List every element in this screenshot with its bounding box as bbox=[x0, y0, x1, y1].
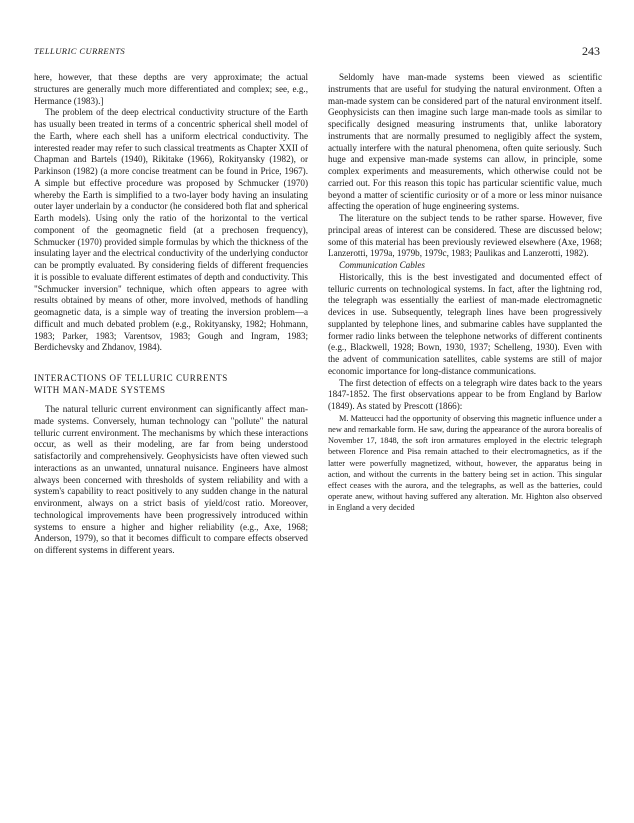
paragraph: Seldomly have man-made systems been viewed as scientific instruments that are useful for studying the natural environment. Often a man-made system can be considered part of the natural environment itself. Geophysicists can then imagine such large man-made tools as similar to specifically designed measuring instruments that, unlike laboratory instruments that are normally presumed to negligibly affect the system, actually interfere with the natural phenomena, often quite seriously. Such huge and expensive man-made systems can allow, in principle, some complex experiments and measurements, which otherwise could not be carried out. For this reason this topic has particular scientific value, much beyond a matter of scientific curiosity or of a more or less minor nuisance affecting the operation of huge engineering systems. bbox=[328, 72, 602, 212]
left-column bbox=[34, 72, 308, 557]
paragraph: here, however, that these depths are very approximate; the actual structures are generally much more differentiated and complex; see, e.g., Hermance (1983).] bbox=[34, 72, 308, 106]
page-number: 243 bbox=[582, 44, 600, 58]
running-title: TELLURIC CURRENTS bbox=[34, 46, 126, 56]
paragraph: The literature on the subject tends to be rather sparse. However, five principal areas of interest can be considered. These are discussed below; some of this material has been previously reviewed elsewhere (Axe, 1968; Lanzerotti, 1979a, 1979b, 1979c, 1983; Paulikas and Lanzerotti, 1982). bbox=[328, 213, 602, 259]
block-quote: M. Matteucci had the opportunity of observing this magnetic influence under a new and remarkable form. He saw, during the appearance of the aurora borealis of November 17, 1848, the soft iron armatures employed in the electric telegraph between Florence and Pisa remain attached to their electromagnetics, as if the latter were powerfully magnetized, without, however, the apparatus being in action, and without the currents in the battery being set in action. This singular effect ceases with the aurora, and the telegraphs, as well as the batteries, could operate anew, without having suffered any alteration. Mr. Highton also observed in England a very decided bbox=[328, 413, 602, 513]
section-heading bbox=[34, 373, 308, 396]
paragraph: The first detection of effects on a telegraph wire dates back to the years 1847-1852. The first observations appear to be from England by Barlow (1849). As stated by Prescott (1866): bbox=[328, 377, 602, 411]
paragraph: The problem of the deep electrical conductivity structure of the Earth has usually been treated in terms of a concentric spherical shell model of the Earth, where each shell has a uniform electrical conductivity. The interested reader may refer to such classical treatments as Chapter XXII of Chapman and Bartels (1940), Rikitake (1966), Rokityansky (1982), or Parkinson (1982) (a more concise treatment can be found in Price, 1967). A simple but effective procedure was proposed by Schmucker (1970) whereby the Earth is simplified to a two-layer body having an insulating outer layer underlain by a conductor (he considered both flat and spherical Earth models). Using only the ratio of the horizontal to the vertical component of the geomagnetic field (at a prechosen frequency), Schmucker (1970) provided simple formulas by which the thickness of the insulating layer and the electrical conductivity of the underlying conductor can be promptly evaluated. By considering fields of different frequencies it is possible to evaluate different estimates of depth and conductivity. This "Schmucker inversion" technique, which often appears to agree with results obtained by means of other, more involved, methods of handling geomagnetic data, is a simple way of treating the inversion problem—a difficult and much debated problem (e.g., Rokityansky, 1982; Hohmann, 1983; Parker, 1983; Varentsov, 1983; Gough and Ingram, 1983; Berdichevsky and Zhdanov, 1984). bbox=[34, 107, 308, 353]
paragraph: Historically, this is the best investigated and documented effect of telluric currents on technological systems. In fact, after the lightning rod, the telegraph was essentially the earliest of man-made electromagnetic devices in use. Subsequently, telegraph lines have been progressively supplanted by telephone lines, and submarine cables have supplanted the former radio links between the telephone networks of different continents (e.g., Blackwell, 1928; Bown, 1930, 1937; Schelleng, 1930). Even with the advent of communication satellites, cable systems are still of major economic importance for long-distance communications. bbox=[328, 271, 602, 376]
section-heading-line: INTERACTIONS OF TELLURIC CURRENTS bbox=[34, 373, 228, 383]
section-heading-line: WITH MAN-MADE SYSTEMS bbox=[34, 384, 166, 395]
subsection-heading: Communication Cables bbox=[339, 260, 425, 270]
paragraph: The natural telluric current environment can significantly affect man-made systems. Conversely, human technology can "pollute" the natural telluric current environment. The mechanisms by which these interactions occur, as well as their modeling, are far from being understood satisfactorily and comprehensively. Geophysicists have often viewed such interactions as an unwanted, unnatural nuisance. Engineers have almost always been concerned with thresholds of system reliability and with a system's capability to react positively to any sudden change in the natural environment, always on a strict basis of yield/cost ratio. Moreover, technological improvements have been progressively introduced within systems to ensure a higher and higher reliability (e.g., Axe, 1968; Anderson, 1979), so that it becomes difficult to compare effects observed on different systems in different years. bbox=[34, 404, 308, 555]
right-column bbox=[328, 72, 602, 514]
running-head bbox=[34, 46, 600, 60]
